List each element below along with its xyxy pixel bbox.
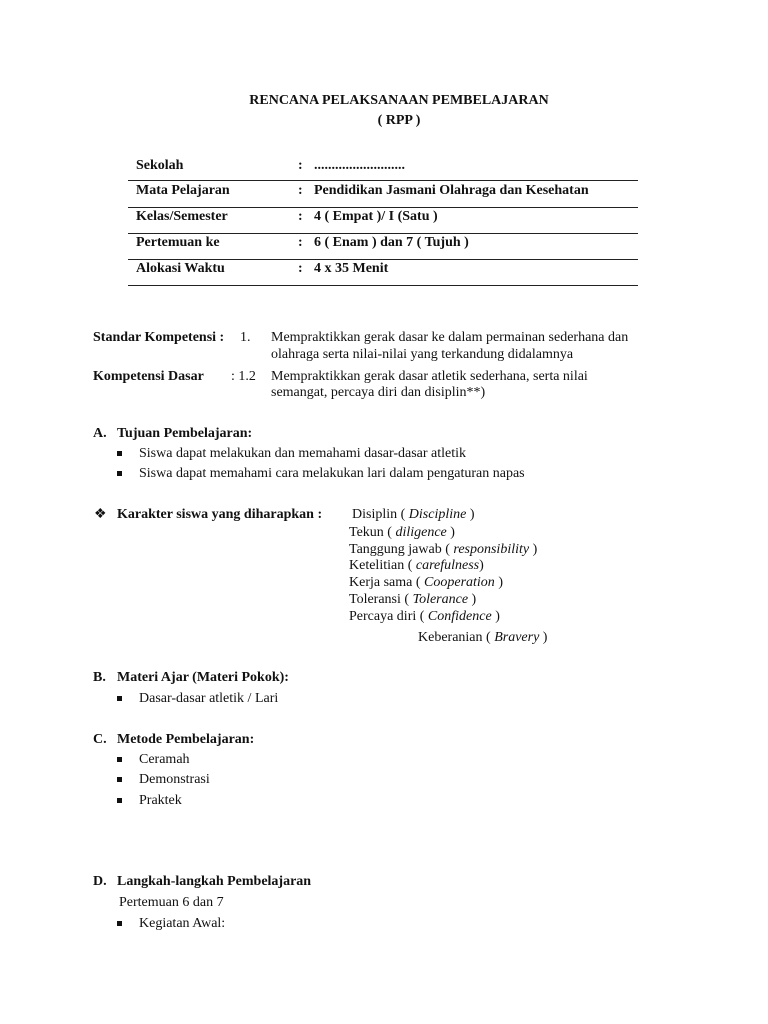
- info-value: ..........................: [314, 158, 405, 173]
- document-page: RENCANA PELAKSANAAN PEMBELAJARAN ( RPP ) Sekolah : .......................... Mata Pelajaran : Pendidikan Jasmani Olahraga dan Kesehatan Kelas/Semester : 4 ( Empat )/ I (Satu ) Pertemuan ke : 6 ( Enam ) dan 7 ( Tujuh ) Alokasi Waktu : 4 x 35 Menit Standar Kompetensi : 1. Mempraktikkan gerak dasar ke dalam permainan sederhana dan olahraga serta nilai-nilai yang terkandung didalamnya Kompetensi Dasar : 1.2 Mempraktikkan gerak dasar atletik sederhana, serta nilai semangat, percaya diri dan disiplin**) A. Tujuan Pembelajaran: Siswa dapat melakukan dan memahami dasar-dasar atletik Siswa dapat memahami cara melakukan lari dalam pengaturan napas ❖ Karakter siswa yang diharapkan : Disiplin ( Discipline ) Tekun ( diligence ) Tanggung jawab ( responsibility ) Ketelitian ( carefulness) Kerja sama ( Cooperation ) Toleransi ( Tolerance ) Percaya diri ( Confidence ) Keberanian ( Bravery ) B. Materi Ajar (Materi Pokok): Dasar-dasar atletik / Lari C. Metode Pembelajaran: Ceramah Demonstrasi Praktek D. Langkah-langkah Pembelajaran Pertemuan 6 dan 7 Kegiatan Awal:: [0, 0, 768, 1024]
- section-d-sub: Pertemuan 6 dan 7: [119, 895, 224, 910]
- section-b-letter: B.: [93, 670, 106, 685]
- info-colon: :: [298, 158, 303, 173]
- info-label: Pertemuan ke: [136, 235, 220, 250]
- info-row-mata-pelajaran: [128, 180, 638, 208]
- section-a-letter: A.: [93, 426, 107, 441]
- doc-subtitle: ( RPP ): [377, 113, 421, 128]
- bullet-square-icon: [117, 451, 122, 456]
- section-d-letter: D.: [93, 874, 107, 889]
- section-a-heading: Tujuan Pembelajaran:: [117, 426, 253, 441]
- section-c-heading: Metode Pembelajaran:: [117, 732, 255, 747]
- info-value: 4 x 35 Menit: [314, 261, 389, 276]
- info-colon: :: [298, 209, 303, 224]
- info-value: 6 ( Enam ) dan 7 ( Tujuh ): [314, 235, 469, 250]
- info-colon: :: [298, 183, 303, 198]
- karakter-item: Toleransi ( Tolerance ): [349, 592, 477, 607]
- bullet-square-icon: [117, 777, 122, 782]
- kompetensi-dasar-number: : 1.2: [231, 369, 256, 384]
- info-row-sekolah: [128, 156, 638, 182]
- info-row-kelas-semester: [128, 207, 638, 234]
- bullet-square-icon: [117, 757, 122, 762]
- karakter-item: Tanggung jawab ( responsibility ): [349, 542, 538, 557]
- karakter-item: Keberanian ( Bravery ): [418, 630, 548, 645]
- standar-kompetensi-text-2: olahraga serta nilai-nilai yang terkandung didalamnya: [271, 347, 574, 362]
- kompetensi-dasar-label: Kompetensi Dasar: [93, 369, 204, 384]
- karakter-item: Kerja sama ( Cooperation ): [349, 575, 503, 590]
- info-row-pertemuan: [128, 233, 638, 260]
- karakter-item: Ketelitian ( carefulness): [349, 558, 484, 573]
- section-b-heading: Materi Ajar (Materi Pokok):: [117, 670, 289, 685]
- karakter-item: Disiplin ( Discipline ): [352, 507, 475, 522]
- info-label: Mata Pelajaran: [136, 183, 230, 198]
- kompetensi-dasar-text-1: Mempraktikkan gerak dasar atletik sederhana, serta nilai: [271, 369, 588, 384]
- standar-kompetensi-text-1: Mempraktikkan gerak dasar ke dalam permainan sederhana dan: [271, 330, 629, 345]
- kompetensi-dasar-text-2: semangat, percaya diri dan disiplin**): [271, 385, 486, 400]
- info-label: Kelas/Semester: [136, 209, 228, 224]
- bullet-square-icon: [117, 921, 122, 926]
- info-value: Pendidikan Jasmani Olahraga dan Kesehatan: [314, 183, 589, 198]
- info-label: Sekolah: [136, 158, 184, 173]
- info-row-alokasi-waktu: [128, 259, 638, 286]
- bullet-square-icon: [117, 471, 122, 476]
- info-label: Alokasi Waktu: [136, 261, 225, 276]
- karakter-item: Percaya diri ( Confidence ): [349, 609, 500, 624]
- karakter-heading: Karakter siswa yang diharapkan :: [117, 507, 323, 522]
- standar-kompetensi-number: 1.: [240, 330, 251, 345]
- diamond-bullet-icon: ❖: [94, 507, 107, 522]
- section-c-letter: C.: [93, 732, 107, 747]
- info-colon: :: [298, 235, 303, 250]
- doc-title: RENCANA PELAKSANAAN PEMBELAJARAN: [249, 93, 549, 108]
- karakter-item: Tekun ( diligence ): [349, 525, 455, 540]
- info-colon: :: [298, 261, 303, 276]
- info-value: 4 ( Empat )/ I (Satu ): [314, 209, 438, 224]
- section-d-heading: Langkah-langkah Pembelajaran: [117, 874, 312, 889]
- standar-kompetensi-label: Standar Kompetensi :: [93, 330, 225, 345]
- bullet-square-icon: [117, 696, 122, 701]
- bullet-square-icon: [117, 798, 122, 803]
